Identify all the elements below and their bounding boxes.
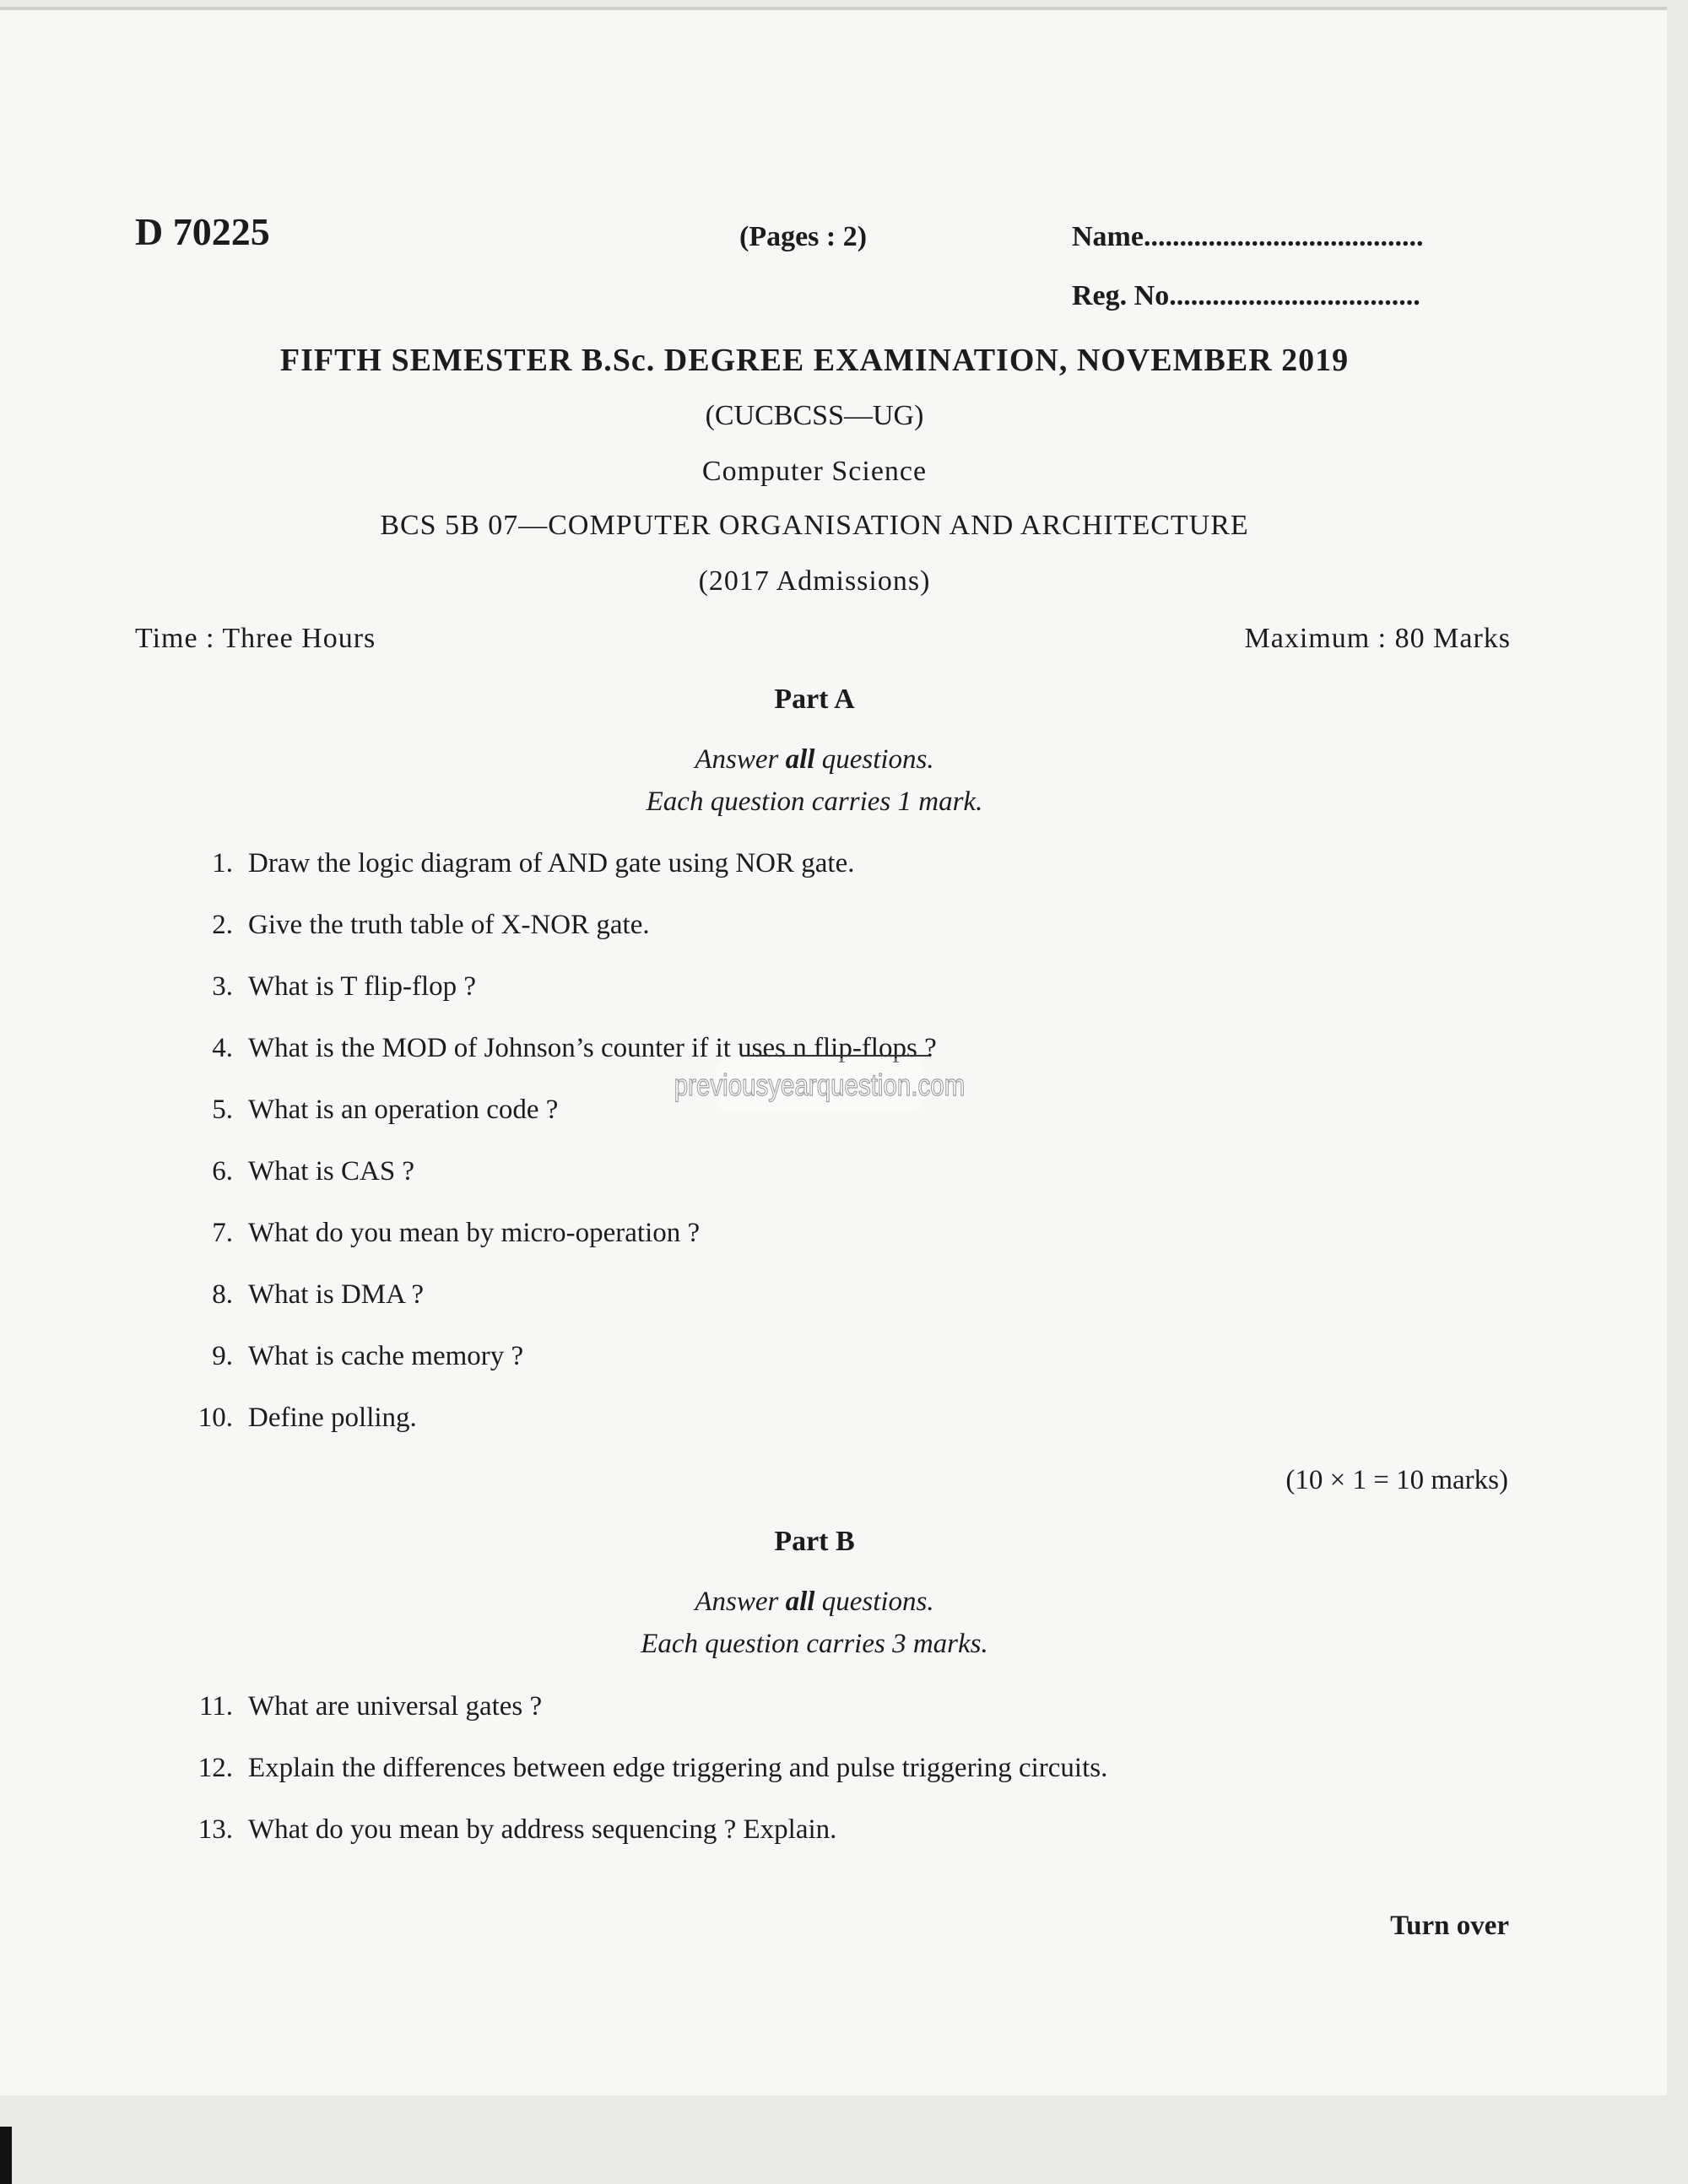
exam-time: Time : Three Hours [135, 623, 376, 654]
question-number: 10. [197, 1403, 233, 1433]
question-text: Draw the logic diagram of AND gate using NOR gate. [248, 848, 855, 878]
exam-title: FIFTH SEMESTER B.Sc. DEGREE EXAMINATION, NOVEMBER 2019 [279, 343, 1350, 378]
reg-no-field: Reg. No................................... [1072, 280, 1420, 311]
question-item [169, 1095, 558, 1126]
question-number: 11. [198, 1691, 233, 1722]
watermark-logo: previousyearquestion.com [716, 1058, 923, 1112]
question-item [169, 971, 476, 1003]
question-number: 6. [212, 1156, 233, 1187]
question-text: What is cache memory ? [248, 1341, 524, 1371]
question-text: What are universal gates ? [248, 1691, 543, 1722]
turn-over: Turn over [1390, 1911, 1509, 1941]
page-count: (Pages : 2) [739, 221, 868, 252]
part-b-instruction: Answer all questions. [695, 1587, 934, 1617]
question-item [169, 848, 855, 879]
question-text: What do you mean by micro-operation ? [248, 1218, 701, 1248]
scan-edge [0, 7, 1667, 10]
part-b-title: Part B [774, 1526, 855, 1557]
question-number: 5. [212, 1095, 233, 1125]
question-number: 2. [212, 910, 233, 940]
question-item [169, 1753, 1107, 1784]
paper-title: BCS 5B 07—COMPUTER ORGANISATION AND ARCHITECTURE [380, 510, 1249, 541]
paper-code: D 70225 [135, 210, 270, 253]
question-number: 1. [212, 848, 233, 878]
question-text: Explain the differences between edge triggering and pulse triggering circuits. [248, 1753, 1108, 1783]
exam-scheme: (CUCBCSS—UG) [705, 400, 924, 431]
name-field: Name....................................... [1072, 221, 1424, 252]
max-marks: Maximum : 80 Marks [1244, 623, 1511, 654]
question-number: 9. [212, 1341, 233, 1371]
question-item [169, 1403, 417, 1434]
question-text: What do you mean by address sequencing ? Explain. [248, 1814, 837, 1845]
strike-mark [741, 1055, 928, 1057]
part-a-title: Part A [774, 684, 855, 715]
question-item [169, 1814, 836, 1846]
question-text: Give the truth table of X-NOR gate. [248, 910, 650, 940]
exam-subject: Computer Science [701, 456, 928, 487]
question-item [169, 1691, 542, 1722]
question-text: What is DMA ? [248, 1279, 425, 1310]
question-item [169, 1156, 414, 1187]
part-a-marks-note: Each question carries 1 mark. [646, 787, 983, 817]
question-number: 4. [212, 1033, 233, 1063]
question-text: Define polling. [248, 1403, 417, 1433]
question-text: What is an operation code ? [248, 1095, 559, 1125]
question-number: 3. [212, 971, 233, 1002]
question-number: 13. [197, 1814, 233, 1845]
part-a-total: (10 × 1 = 10 marks) [1285, 1465, 1508, 1495]
part-a-instruction: Answer all questions. [695, 744, 934, 775]
admissions-year: (2017 Admissions) [698, 565, 931, 597]
question-item [169, 1341, 523, 1372]
question-item [169, 1279, 424, 1311]
question-number: 12. [197, 1753, 233, 1783]
question-text: What is T flip-flop ? [248, 971, 477, 1002]
question-number: 7. [212, 1218, 233, 1248]
question-text: What is CAS ? [248, 1156, 415, 1187]
question-text: What is the MOD of Johnson’s counter if it uses n flip-flops ? [248, 1033, 937, 1063]
question-item [169, 1218, 700, 1249]
question-number: 8. [212, 1279, 233, 1310]
scan-border [0, 2127, 12, 2184]
part-b-marks-note: Each question carries 3 marks. [641, 1629, 988, 1659]
question-item [169, 910, 650, 941]
